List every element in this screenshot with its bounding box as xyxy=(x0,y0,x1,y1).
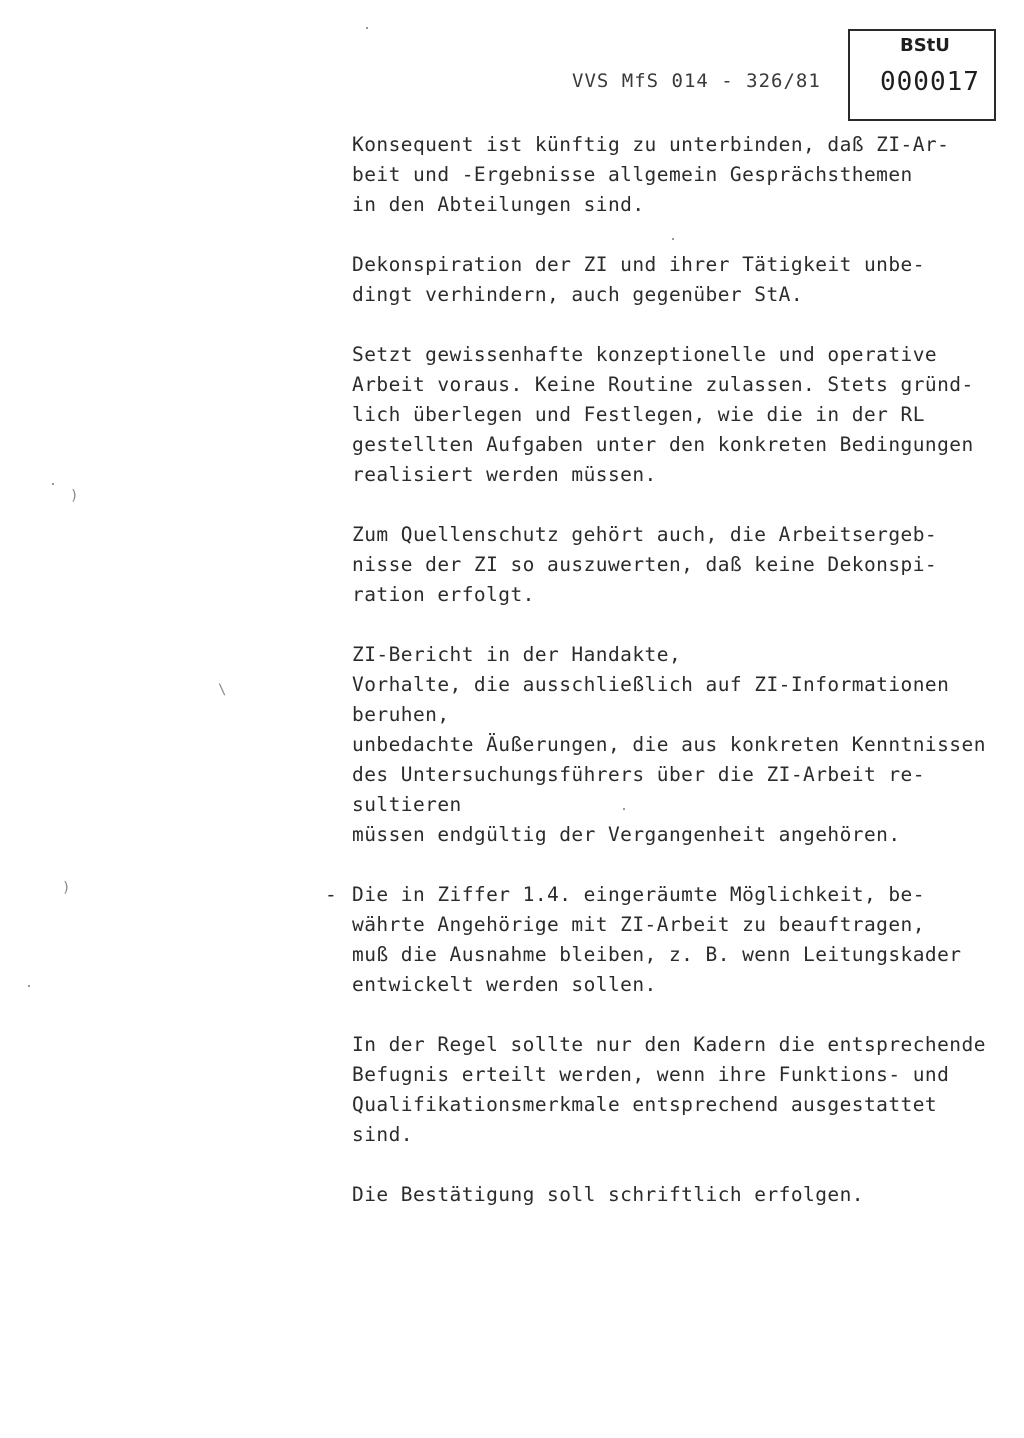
scan-speck xyxy=(52,483,54,485)
archive-stamp xyxy=(848,29,996,121)
page-header-reference: VVS MfS 014 - 326/81 xyxy=(572,70,821,92)
scan-mark-left-3: ) xyxy=(62,880,71,896)
scan-speck xyxy=(623,808,625,810)
paragraph-5: ZI-Bericht in der Handakte, Vorhalte, die ausschließlich auf ZI-Informationen beruhen, unbedachte Äußerungen, die aus konkreten Kenntnissen des Untersuchungsführers über die ZI-Arbeit re- sultieren müssen endgültig der Vergangenheit angehören. xyxy=(352,643,986,846)
scan-mark-left-1: ) xyxy=(70,488,79,504)
stamp-page-number: 000017 xyxy=(880,67,980,97)
scan-speck xyxy=(366,27,368,29)
stamp-organization: BStU xyxy=(900,35,950,56)
paragraph-7: In der Regel sollte nur den Kadern die entsprechende Befugnis erteilt werden, wenn ihre Funktions- und Qualifikationsmerkmale entsprechend ausgestattet sind. xyxy=(352,1033,986,1146)
list-dash-marker: - xyxy=(325,883,337,906)
scan-speck xyxy=(28,985,30,987)
document-body xyxy=(352,130,1002,1240)
paragraph-1: Konsequent ist künftig zu unterbinden, daß ZI-Ar- beit und -Ergebnisse allgemein Gesprächsthemen in den Abteilungen sind. xyxy=(352,133,950,216)
paragraph-3: Setzt gewissenhafte konzeptionelle und operative Arbeit voraus. Keine Routine zulassen. Stets gründ- lich überlegen und Festlegen, wie die in der RL gestellten Aufgaben unter den konkreten Bedingungen realisiert werden müssen. xyxy=(352,343,974,486)
scan-mark-left-2: \ xyxy=(218,682,227,698)
paragraph-2: Dekonspiration der ZI und ihrer Tätigkeit unbe- dingt verhindern, auch gegenüber StA. xyxy=(352,253,925,306)
paragraph-4: Zum Quellenschutz gehört auch, die Arbeitsergeb- nisse der ZI so auszuwerten, daß keine Dekonspi- ration erfolgt. xyxy=(352,523,938,606)
paragraph-6: Die in Ziffer 1.4. eingeräumte Möglichkeit, be- währte Angehörige mit ZI-Arbeit zu beauftragen, muß die Ausnahme bleiben, z. B. wenn Leitungskader entwickelt werden sollen. xyxy=(352,883,962,996)
paragraph-8: Die Bestätigung soll schriftlich erfolgen. xyxy=(352,1183,864,1206)
scan-speck xyxy=(672,238,674,240)
